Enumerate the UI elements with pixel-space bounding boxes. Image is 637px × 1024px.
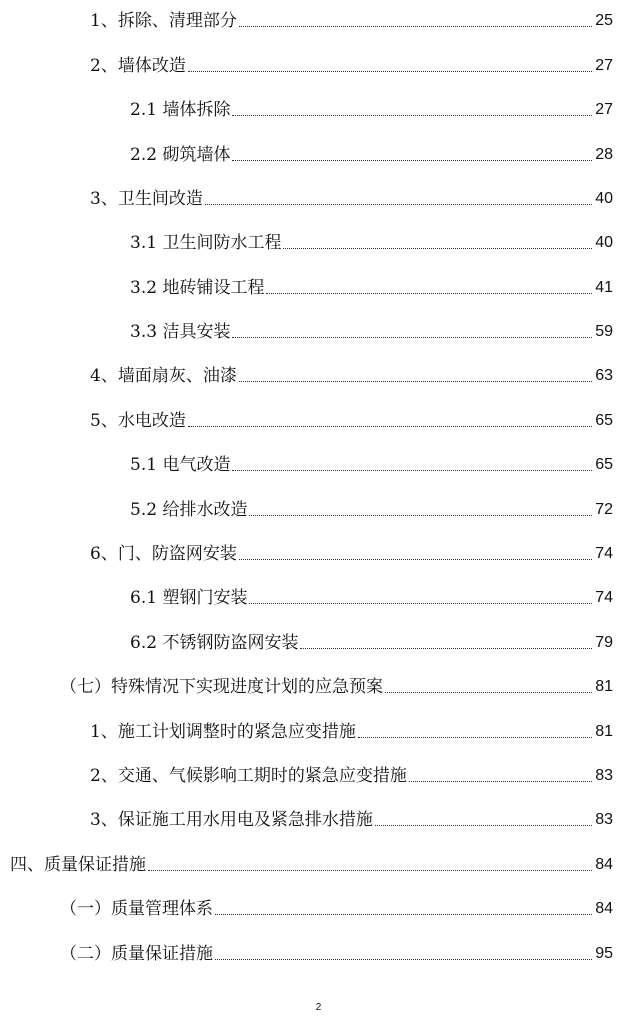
- toc-entry-page: 27: [595, 57, 613, 74]
- toc-entry[interactable]: [10, 850, 613, 876]
- toc-dot-leader: [232, 115, 592, 116]
- toc-entry-title: 3、卫生间改造: [90, 189, 203, 209]
- toc-entry-title: 6.2 不锈钢防盗网安装: [130, 633, 299, 653]
- toc-entry[interactable]: [90, 805, 613, 831]
- toc-entry-page: 63: [595, 367, 613, 384]
- toc-entry-title: 3.2 地砖铺设工程: [130, 278, 265, 298]
- page-number: 2: [315, 1002, 322, 1013]
- toc-entry-title: 1、施工计划调整时的紧急应变措施: [90, 722, 356, 742]
- toc-entry-title: 2.1 墙体拆除: [130, 100, 231, 120]
- toc-entry[interactable]: [60, 939, 613, 965]
- toc-entry[interactable]: [90, 761, 613, 787]
- toc-entry[interactable]: [130, 228, 613, 254]
- toc-entry-title: 5.2 给排水改造: [130, 500, 248, 520]
- toc-entry[interactable]: [90, 539, 613, 565]
- toc-entry-page: 84: [595, 856, 613, 873]
- toc-entry[interactable]: [130, 450, 613, 476]
- toc-entry-title: 3.3 洁具安装: [130, 322, 231, 342]
- toc-entry-page: 81: [595, 723, 613, 740]
- toc-entry-page: 27: [595, 101, 613, 118]
- toc-entry[interactable]: [130, 628, 613, 654]
- toc-entry[interactable]: [90, 717, 613, 743]
- toc-entry-title: 5.1 电气改造: [130, 455, 231, 475]
- toc-dot-leader: [205, 204, 592, 205]
- toc-entry-title: 四、质量保证措施: [10, 855, 146, 875]
- toc-entry[interactable]: [130, 583, 613, 609]
- toc-entry-page: 74: [595, 589, 613, 606]
- toc-dot-leader: [409, 781, 592, 782]
- toc-dot-leader: [239, 26, 592, 27]
- toc-dot-leader: [385, 692, 592, 693]
- toc-entry[interactable]: [90, 361, 613, 387]
- toc-entry[interactable]: [130, 95, 613, 121]
- toc-dot-leader: [358, 737, 592, 738]
- toc-dot-leader: [232, 337, 592, 338]
- toc-dot-leader: [232, 160, 592, 161]
- toc-entry-page: 59: [595, 323, 613, 340]
- toc-entry[interactable]: [90, 184, 613, 210]
- toc-entry-page: 40: [595, 234, 613, 251]
- toc-dot-leader: [188, 71, 592, 72]
- toc-entry-title: 5、水电改造: [90, 411, 186, 431]
- toc-entry[interactable]: [90, 406, 613, 432]
- toc-entry-page: 40: [595, 190, 613, 207]
- toc-entry[interactable]: [130, 140, 613, 166]
- toc-dot-leader: [266, 293, 592, 294]
- toc-dot-leader: [283, 248, 592, 249]
- toc-entry-page: 74: [595, 545, 613, 562]
- toc-entry-title: 4、墙面扇灰、油漆: [90, 366, 237, 386]
- toc-entry-title: （二）质量保证措施: [60, 944, 213, 964]
- toc-entry-title: （七）特殊情况下实现进度计划的应急预案: [60, 677, 383, 697]
- toc-entry-page: 65: [595, 456, 613, 473]
- toc-entry-title: 2.2 砌筑墙体: [130, 145, 231, 165]
- toc-entry-title: 6.1 塑钢门安装: [130, 588, 248, 608]
- toc-entry-page: 25: [595, 12, 613, 29]
- toc-entry-title: 2、墙体改造: [90, 56, 186, 76]
- toc-entry-page: 95: [595, 945, 613, 962]
- toc-entry-page: 41: [595, 279, 613, 296]
- toc-dot-leader: [215, 959, 592, 960]
- toc-dot-leader: [300, 648, 592, 649]
- toc-entry-page: 28: [595, 146, 613, 163]
- toc-entry[interactable]: [90, 6, 613, 32]
- toc-entry-page: 83: [595, 811, 613, 828]
- toc-dot-leader: [148, 870, 592, 871]
- toc-entry-page: 72: [595, 501, 613, 518]
- toc-dot-leader: [249, 515, 592, 516]
- toc-entry-page: 65: [595, 412, 613, 429]
- toc-entry[interactable]: [130, 273, 613, 299]
- toc-entry[interactable]: [130, 495, 613, 521]
- toc-entry[interactable]: [90, 51, 613, 77]
- toc-entry-title: 3.1 卫生间防水工程: [130, 233, 282, 253]
- toc-entry-title: 2、交通、气候影响工期时的紧急应变措施: [90, 766, 407, 786]
- toc-entry-title: 3、保证施工用水用电及紧急排水措施: [90, 810, 373, 830]
- toc-dot-leader: [188, 426, 592, 427]
- toc-entry-title: 6、门、防盗网安装: [90, 544, 237, 564]
- toc-dot-leader: [249, 603, 592, 604]
- toc-entry-page: 83: [595, 767, 613, 784]
- toc-entry-title: 1、拆除、清理部分: [90, 11, 237, 31]
- toc-dot-leader: [375, 825, 592, 826]
- toc-entry[interactable]: [130, 317, 613, 343]
- toc-dot-leader: [232, 470, 592, 471]
- toc-dot-leader: [239, 559, 592, 560]
- toc-entry[interactable]: [60, 894, 613, 920]
- toc-entry[interactable]: [60, 672, 613, 698]
- toc-dot-leader: [215, 914, 592, 915]
- toc-entry-page: 84: [595, 900, 613, 917]
- toc-dot-leader: [239, 381, 592, 382]
- toc-entry-page: 79: [595, 634, 613, 651]
- toc-entry-title: （一）质量管理体系: [60, 899, 213, 919]
- toc-entry-page: 81: [595, 678, 613, 695]
